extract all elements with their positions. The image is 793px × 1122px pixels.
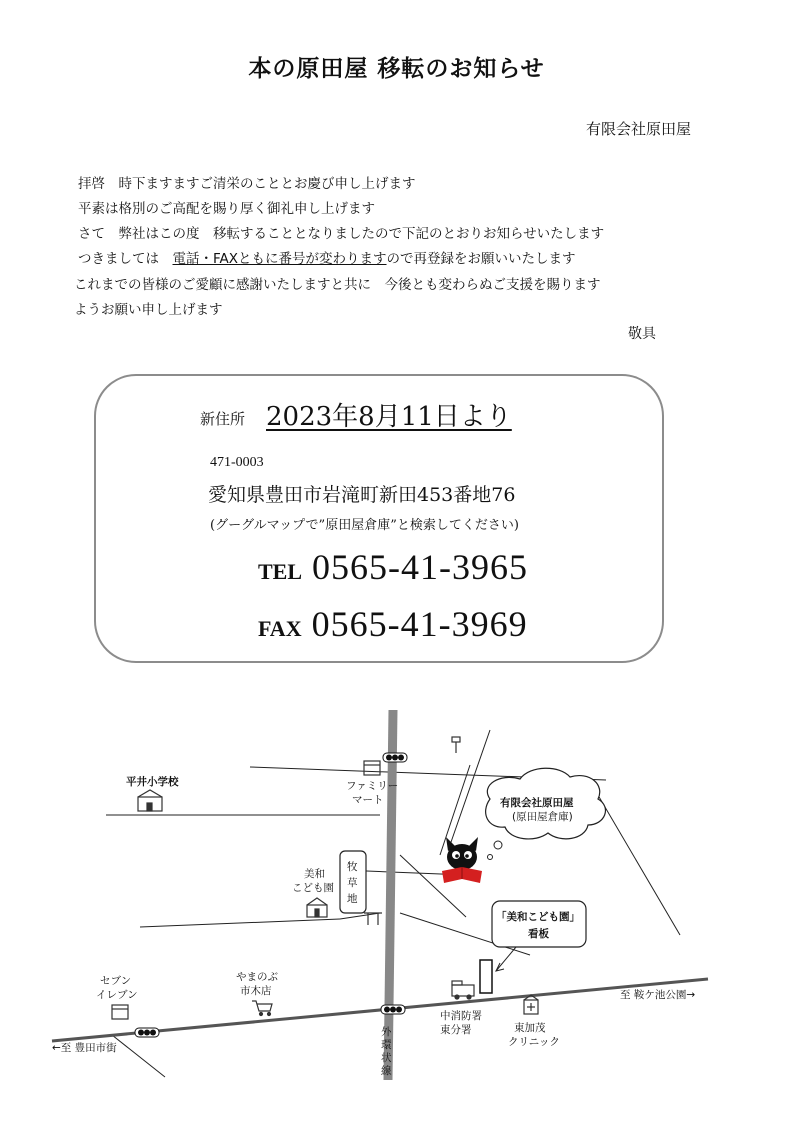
fire-truck-icon	[452, 981, 474, 999]
fax-line	[258, 603, 528, 645]
map-label-pasture-2: 草	[347, 877, 358, 889]
bubble-dot-1	[494, 841, 502, 849]
convenience-store-icon-2	[112, 1005, 128, 1019]
fax-number: 0565-41-3969	[311, 604, 528, 644]
map-label-familymart-1: ファミリー	[346, 780, 399, 792]
road-southwest	[112, 1035, 165, 1077]
page-title: 本の原田屋 移転のお知らせ	[248, 56, 545, 82]
road-north-1	[440, 765, 470, 855]
location-map	[0, 695, 793, 1095]
map-label-pasture-1: 牧	[347, 861, 358, 873]
letter-line-4-pre: つきましては	[78, 251, 173, 267]
map-label-to-kuragaike: 至 鞍ケ池公園→	[620, 989, 696, 1001]
phone-change-notice: 電話・FAXともに番号が変わります	[172, 251, 387, 267]
tel-label: TEL	[258, 559, 303, 584]
letter-line-3: さて 弊社はこの度 移転することとなりましたので下記のとおりお知らせいたします	[78, 226, 605, 242]
company-name: 有限会社原田屋	[585, 120, 691, 138]
kindergarten-icon	[307, 898, 327, 917]
map-label-miwa-1: 美和	[304, 868, 325, 880]
letter-line-2: 平素は格別のご高配を賜り厚く御礼申し上げます	[78, 201, 375, 217]
letter-line-6: ようお願い申し上げます	[74, 302, 223, 318]
fax-label: FAX	[258, 616, 302, 641]
school-icon	[138, 790, 162, 811]
map-label-bubble-1: 有限会社原田屋	[500, 797, 574, 809]
map-label-hirai-school: 平井小学校	[126, 776, 179, 788]
map-label-ring-4: 線	[381, 1065, 392, 1077]
closing: 敬具	[628, 326, 656, 342]
map-label-bubble-2: (原田屋倉庫)	[512, 811, 573, 823]
cat-mascot-icon	[442, 837, 482, 883]
tel-line	[258, 546, 528, 588]
map-label-familymart-2: マート	[352, 794, 384, 806]
tower-icon	[452, 737, 460, 753]
map-label-pasture-3: 地	[347, 893, 358, 905]
letter-line-4-post: ので再登録をお願いいたします	[386, 251, 576, 267]
map-label-ring-1: 外	[381, 1026, 392, 1038]
tel-number: 0565-41-3965	[312, 547, 529, 587]
map-label-ring-3: 状	[381, 1052, 392, 1064]
postal-code: 471-0003	[210, 455, 264, 470]
signboard-marker	[480, 960, 492, 993]
road-middle	[140, 919, 340, 927]
traffic-light-west	[135, 1028, 159, 1037]
map-label-sign-2: 看板	[528, 928, 549, 940]
new-address-label: 新住所	[200, 410, 246, 428]
signboard-callout	[492, 901, 586, 947]
letter-line-5: これまでの皆様のご愛顧に感謝いたしますと共に 今後とも変わらぬご支援を賜ります	[74, 277, 601, 293]
road-middle-2	[340, 913, 380, 919]
map-label-clinic-2: クリニック	[508, 1036, 560, 1048]
shopping-cart-icon	[252, 1001, 272, 1016]
letter-line-4	[78, 247, 576, 267]
map-label-fire-2: 東分署	[440, 1024, 472, 1036]
map-label-seven-1: セブン	[100, 975, 132, 987]
map-label-ring-2: 環	[381, 1039, 392, 1051]
map-label-yamanobu-1: やまのぶ	[236, 971, 278, 983]
new-address: 愛知県豊田市岩滝町新田453番地76	[208, 484, 516, 506]
road-east	[595, 790, 680, 935]
map-label-sign-1: 「美和こども園」	[496, 911, 580, 923]
google-maps-hint: (グーグルマップで”原田屋倉庫”と検索してください)	[210, 518, 519, 533]
map-label-to-toyota: ←至 豊田市街	[52, 1042, 117, 1054]
map-label-seven-2: イレブン	[96, 989, 138, 1001]
outer-ring-road	[388, 710, 393, 1080]
map-label-clinic-1: 東加茂	[514, 1022, 546, 1034]
map-label-yamanobu-2: 市木店	[240, 985, 272, 997]
convenience-store-icon	[364, 761, 380, 775]
clinic-icon	[524, 995, 538, 1014]
traffic-light-center	[381, 1005, 405, 1014]
letter-line-1: 拝啓 時下ますますご清栄のこととお慶び申し上げます	[78, 176, 416, 192]
traffic-light-north	[383, 753, 407, 762]
bubble-dot-2	[488, 855, 493, 860]
map-label-miwa-2: こども園	[292, 882, 334, 894]
signboard-arrow	[496, 947, 516, 971]
effective-date: 2023年8月11日より	[266, 402, 512, 432]
map-label-fire-1: 中消防署	[440, 1010, 482, 1022]
